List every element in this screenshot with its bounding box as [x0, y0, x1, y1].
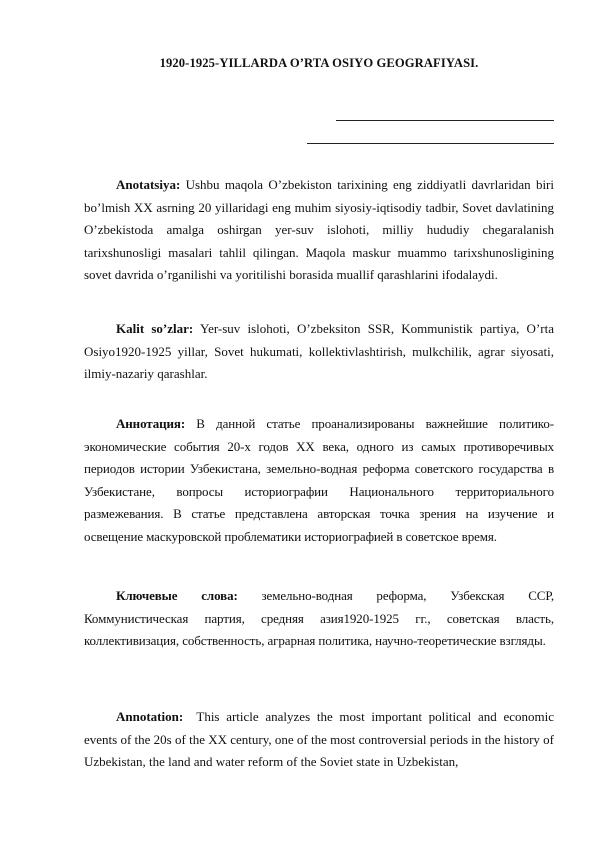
uz-keywords [84, 318, 554, 386]
article-title: 1920-1925-YILLARDA O’RTA OSIYO GEOGRAFIYASI. [159, 56, 479, 70]
uz-keywords-text: Yer-suv islohoti, O’zbeksiton SSR, Kommunistik partiya, O’rta Osiyo1920-1925 yillar, Sovet hukumati, kollektivlashtirish, mulkchilik, agrar siyosati, ilmiy-nazariy qarashlar. [84, 321, 554, 382]
uz-keywords-label: Kalit so’zlar: [116, 321, 194, 336]
ru-abstract-label: Аннотация: [116, 416, 186, 431]
author-line-1 [336, 120, 554, 121]
author-line-2 [307, 143, 554, 144]
en-abstract-text: This article analyzes the most important political and economic events of the 20s of the XX century, one of the most controversial periods in the history of Uzbekistan, the land and water reform of the Soviet state in Uzbekistan, [84, 709, 555, 770]
en-abstract [84, 706, 554, 774]
en-abstract-label: Annotation: [116, 709, 184, 724]
ru-keywords-label: Ключевые слова: [116, 588, 238, 603]
ru-abstract [84, 413, 554, 549]
uz-abstract-text: Ushbu maqola O’zbekiston tarixining eng ziddiyatli davrlaridan biri bo’lmish XX asrning 20 yillaridagi eng muhim siyosiy-iqtisodiy tadbir, Sovet davlatining O’zbekistoda amalga oshirgan yer-suv islohoti, milliy hududiy chegaralanish tarixshunosligi masalari tahlil qilingan. Maqola maskur muammo tarixshunosligining sovet davrida o’rganilishi va yoritilishi borasida muallif qarashlarini ifodalaydi. [84, 177, 554, 283]
ru-keywords-text: земельно-водная реформа, Узбекская ССР, Коммунистическая партия, средняя азия1920-1925 гг., советская власть, коллективизация, собственность, аграрная политика, научно-теоретические взгляды. [84, 588, 554, 649]
ru-keywords [84, 585, 554, 653]
ru-abstract-text: В данной статье проанализированы важнейшие политико-экономические события 20-х годов XX века, одного из самых противоречивых периодов истории Узбекистана, земельно-водная реформа советского государства в Узбекистане, вопросы историографии Национального территориального размежевания. В статье представлена авторская точка зрения на изучение и освещение маскуровской проблематики историографией в советское время. [84, 416, 554, 544]
uz-abstract [84, 174, 554, 287]
uz-abstract-label: Anotatsiya: [116, 177, 181, 192]
